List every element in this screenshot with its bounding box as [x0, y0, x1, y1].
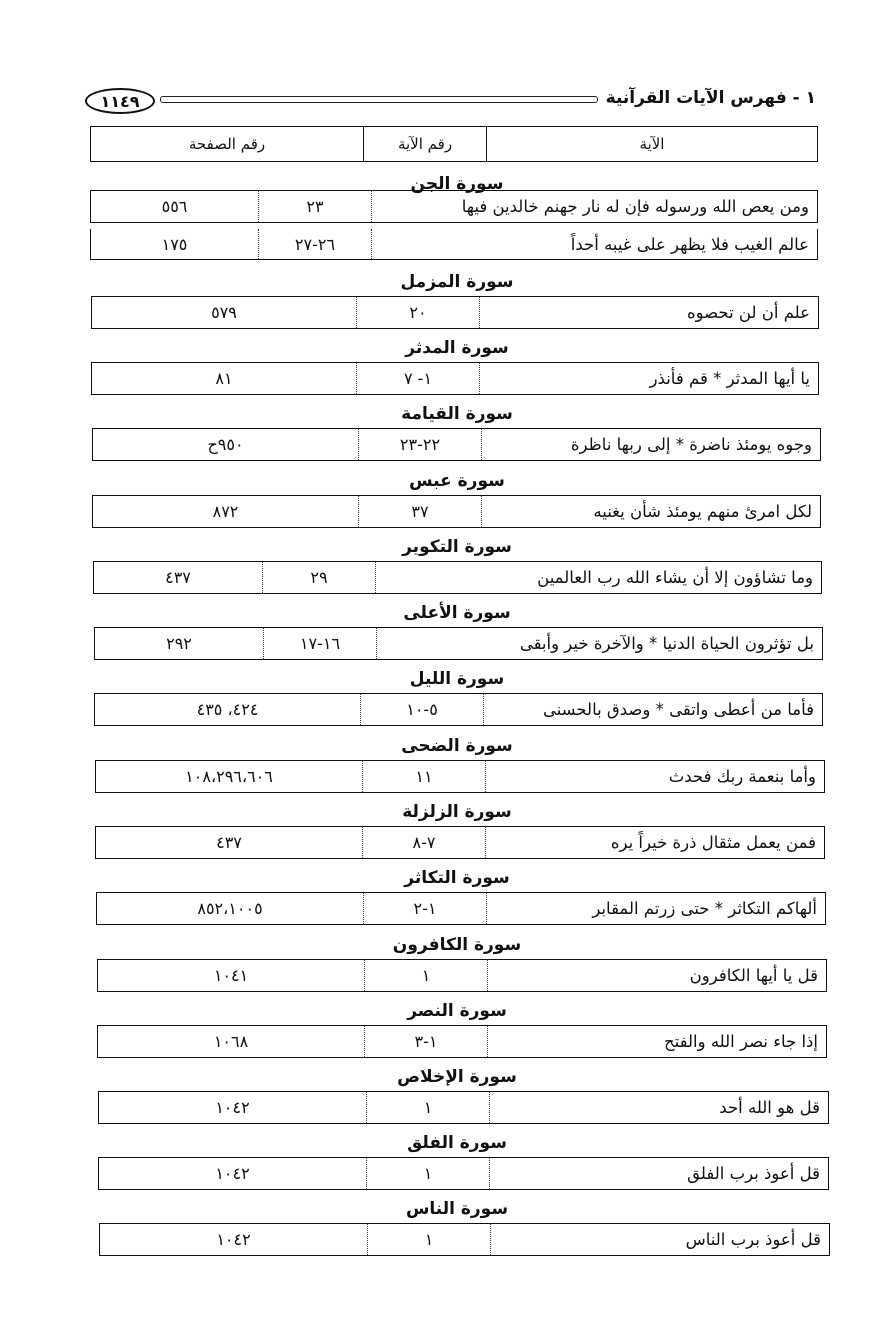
verse-text: يا أيها المدثر * قم فأنذر: [649, 369, 810, 388]
surah-title: سورة التكوير: [402, 537, 512, 557]
page-reference: ٨١: [92, 363, 357, 394]
surah-title: سورة الضحى: [401, 736, 513, 756]
index-row: [96, 892, 826, 925]
surah-title: سورة التكاثر: [404, 868, 510, 888]
verse-number: ١-٢: [364, 893, 487, 924]
verse-number: ٢٦-٢٧: [259, 229, 372, 259]
verse-number: ١٦-١٧: [264, 628, 377, 659]
surah-title: سورة الكافرون: [392, 935, 522, 955]
page-reference: ١٠٤٢: [99, 1092, 367, 1123]
index-row: [94, 627, 823, 660]
verse-number: ١: [367, 1158, 490, 1189]
verse-text: علم أن لن تحصوه: [686, 303, 810, 322]
verse-text: وما تشاؤون إلا أن يشاء الله رب العالمين: [537, 568, 813, 587]
verse-number: ٢٠: [357, 297, 480, 328]
verse-text: إذا جاء نصر الله والفتح: [664, 1032, 818, 1051]
verse-number: ٢٢-٢٣: [359, 429, 482, 460]
verse-text: وأما بنعمة ربك فحدث: [668, 767, 816, 786]
surah-title: سورة عبس: [409, 471, 505, 491]
index-row: [95, 760, 825, 793]
surah-title: سورة الزلزلة: [402, 802, 512, 822]
surah-title: سورة المزمل: [400, 272, 514, 292]
page-reference: ٤٣٧: [96, 827, 363, 858]
verse-text: قل هو الله أحد: [719, 1098, 820, 1117]
page-reference: ٨٥٢،١٠٠٥: [97, 893, 364, 924]
verse-number: ١: [367, 1092, 490, 1123]
column-header-page-number: رقم الصفحة: [188, 135, 266, 153]
verse-number: ١: [368, 1224, 491, 1255]
verse-number: ٢٣: [259, 191, 372, 222]
verse-text: وجوه يومئذ ناضرة * إلى ربها ناظرة: [570, 435, 812, 454]
verse-text: فمن يعمل مثقال ذرة خيراً يره: [610, 833, 816, 852]
page-reference: ١٠٦٨: [98, 1026, 365, 1057]
index-row: [92, 428, 821, 461]
surah-title: سورة الأعلى: [403, 603, 511, 623]
verse-text: ألهاكم التكاثر * حتى زرتم المقابر: [592, 899, 817, 918]
verse-text: بل تؤثرون الحياة الدنيا * والآخرة خير وأبقى: [519, 634, 814, 653]
surah-title: سورة الجن: [410, 174, 504, 194]
verse-number: ٥-١٠: [361, 694, 484, 725]
page-reference: ١٠٤٢: [100, 1224, 368, 1255]
page-reference: ٤٣٧: [94, 562, 263, 593]
column-header-verse: الآية: [486, 127, 817, 161]
page-reference: ١٠٨،٢٩٦،٦٠٦: [96, 761, 363, 792]
surah-title: سورة الإخلاص: [397, 1067, 517, 1087]
verse-text: ومن يعص الله ورسوله فإن له نار جهنم خالدين فيها: [461, 197, 809, 216]
index-row: [90, 229, 818, 260]
verse-text: لكل امرئ منهم يومئذ شأن يغنيه: [593, 502, 812, 521]
column-header-verse-number: رقم الآية: [363, 127, 486, 161]
verse-text: قل أعوذ برب الفلق: [687, 1164, 820, 1183]
page-reference: ٢٩٢: [95, 628, 264, 659]
page-reference: ٩٥٠ح: [93, 429, 359, 460]
page-reference: ١٠٤٢: [99, 1158, 367, 1189]
surah-title: سورة الفلق: [407, 1133, 507, 1153]
page-reference: ١٠٤١: [98, 960, 365, 991]
page-reference: ٨٧٢: [93, 496, 359, 527]
index-row: [93, 561, 822, 594]
surah-title: سورة القيامة: [401, 404, 513, 424]
index-row: [97, 1025, 827, 1058]
verse-number: ١- ٧: [357, 363, 480, 394]
index-row: [94, 693, 823, 726]
surah-title: سورة النصر: [407, 1001, 507, 1021]
verse-number: ١١: [363, 761, 486, 792]
surah-title: سورة الليل: [409, 669, 505, 689]
verse-number: ٧-٨: [363, 827, 486, 858]
index-row: [95, 826, 825, 859]
surah-title: سورة المدثر: [405, 338, 509, 358]
verse-number: ١: [365, 960, 488, 991]
page-header-title: ١ - فهرس الآيات القرآنية: [605, 88, 816, 108]
verse-number: ١-٣: [365, 1026, 488, 1057]
verse-text: قل يا أيها الكافرون: [689, 966, 818, 985]
verse-text: فأما من أعطى واتقى * وصدق بالحسنى: [542, 700, 814, 719]
page-reference: ٥٥٦: [91, 191, 259, 222]
page-reference: ٤٢٤، ٤٣٥: [95, 694, 361, 725]
index-row: [98, 1157, 829, 1190]
surah-title: سورة الناس: [405, 1199, 509, 1219]
index-row: [99, 1223, 830, 1256]
page-number-badge: ١١٤٩: [85, 88, 155, 114]
verse-number: ٢٩: [263, 562, 376, 593]
verse-text: عالم الغيب فلا يظهر على غيبه أحداً: [570, 234, 809, 254]
index-row: [90, 190, 818, 223]
verse-number: ٣٧: [359, 496, 482, 527]
index-row: [98, 1091, 829, 1124]
page-reference: ١٧٥: [91, 229, 259, 259]
index-row: [92, 495, 821, 528]
index-row: [91, 362, 819, 395]
index-row: [97, 959, 827, 992]
page-reference: ٥٧٩: [92, 297, 357, 328]
verse-text: قل أعوذ برب الناس: [685, 1230, 821, 1249]
index-row: [91, 296, 819, 329]
